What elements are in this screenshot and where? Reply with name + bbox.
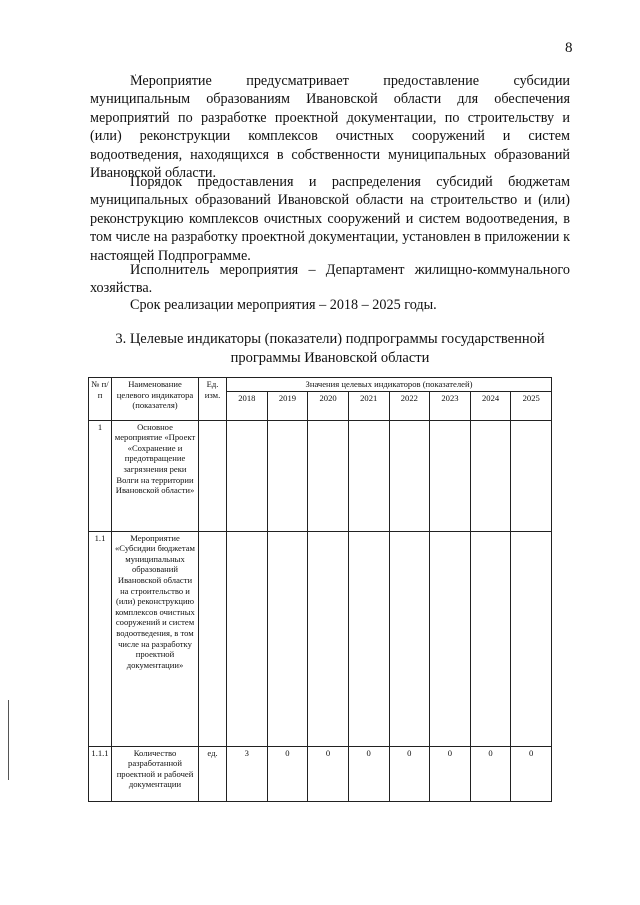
row-num: 1: [89, 420, 112, 531]
section-title-line2: программы Ивановской области: [230, 349, 430, 366]
header-num: № п/п: [89, 378, 112, 421]
row-value: 0: [389, 746, 430, 801]
row-value: [389, 420, 430, 531]
indicators-table: [88, 377, 552, 802]
row-value: [227, 531, 268, 746]
table-row: [89, 531, 552, 746]
row-value: 0: [308, 746, 349, 801]
row-value: [308, 420, 349, 531]
header-year: 2020: [308, 391, 349, 420]
row-value: [267, 531, 308, 746]
header-year: 2021: [348, 391, 389, 420]
row-num: 1.1: [89, 531, 112, 746]
paragraph-measure-description: Мероприятие предусматривает предоставление субсидии муниципальным образованиям Ивановской области для обеспечения мероприятий по разработке проектной документации, по строительству и (или) реконструкции комплексов очистных сооружений и систем водоотведения, находящихся в собственности муниципальных образований Ивановской области.: [90, 73, 570, 182]
row-value: [348, 531, 389, 746]
section-title-line1: 3. Целевые индикаторы (показатели) подпрограммы государственной: [115, 331, 545, 347]
row-value: [430, 420, 471, 531]
row-value: 0: [348, 746, 389, 801]
page-number: 8: [565, 40, 573, 56]
row-value: [470, 531, 511, 746]
row-value: [308, 531, 349, 746]
table-row: [89, 746, 552, 801]
section-title: [90, 330, 570, 367]
row-value: 0: [511, 746, 552, 801]
row-indicator-name: Основное мероприятие «Проект «Сохранение и предотвращение загрязнения реки Волги на территории Ивановской области»: [112, 420, 199, 531]
header-year: 2019: [267, 391, 308, 420]
row-value: [389, 531, 430, 746]
row-value: 0: [470, 746, 511, 801]
row-indicator-name: Мероприятие «Субсидии бюджетам муниципальных образований Ивановской области на строительство и (или) реконструкцию комплексов очистных сооружений и систем водоотведения, в том числе на разработку проектной документации»: [112, 531, 199, 746]
paragraph-period: Срок реализации мероприятия – 2018 – 2025 годы.: [130, 297, 437, 313]
paragraph-executor: Исполнитель мероприятия – Департамент жилищно-коммунального хозяйства.: [90, 262, 570, 297]
row-value: [511, 531, 552, 746]
header-year: 2018: [227, 391, 268, 420]
row-unit: ед.: [199, 746, 227, 801]
header-unit: Ед. изм.: [199, 378, 227, 421]
header-year: 2024: [470, 391, 511, 420]
row-value: 3: [227, 746, 268, 801]
row-value: [348, 420, 389, 531]
row-value: 0: [267, 746, 308, 801]
row-num: 1.1.1: [89, 746, 112, 801]
table-header-row: [89, 378, 552, 392]
header-year: 2023: [430, 391, 471, 420]
row-value: [470, 420, 511, 531]
row-value: [227, 420, 268, 531]
row-value: 0: [430, 746, 471, 801]
row-value: [430, 531, 471, 746]
header-year: 2022: [389, 391, 430, 420]
row-value: [511, 420, 552, 531]
row-value: [267, 420, 308, 531]
table-row: [89, 420, 552, 531]
header-values-group: Значения целевых индикаторов (показателей): [227, 378, 552, 392]
row-indicator-name: Количество разработанной проектной и рабочей документации: [112, 746, 199, 801]
scan-margin-line: [8, 700, 9, 780]
row-unit: [199, 420, 227, 531]
header-name: Наименование целевого индикатора (показателя): [112, 378, 199, 421]
header-year: 2025: [511, 391, 552, 420]
row-unit: [199, 531, 227, 746]
paragraph-subsidy-procedure: Порядок предоставления и распределения субсидий бюджетам муниципальных образований Ивановской области на строительство и (или) реконструкцию комплексов очистных сооружений и систем водоотведения, в том числе на разработку проектной документации, установлен в приложении к настоящей Подпрограмме.: [90, 174, 570, 264]
